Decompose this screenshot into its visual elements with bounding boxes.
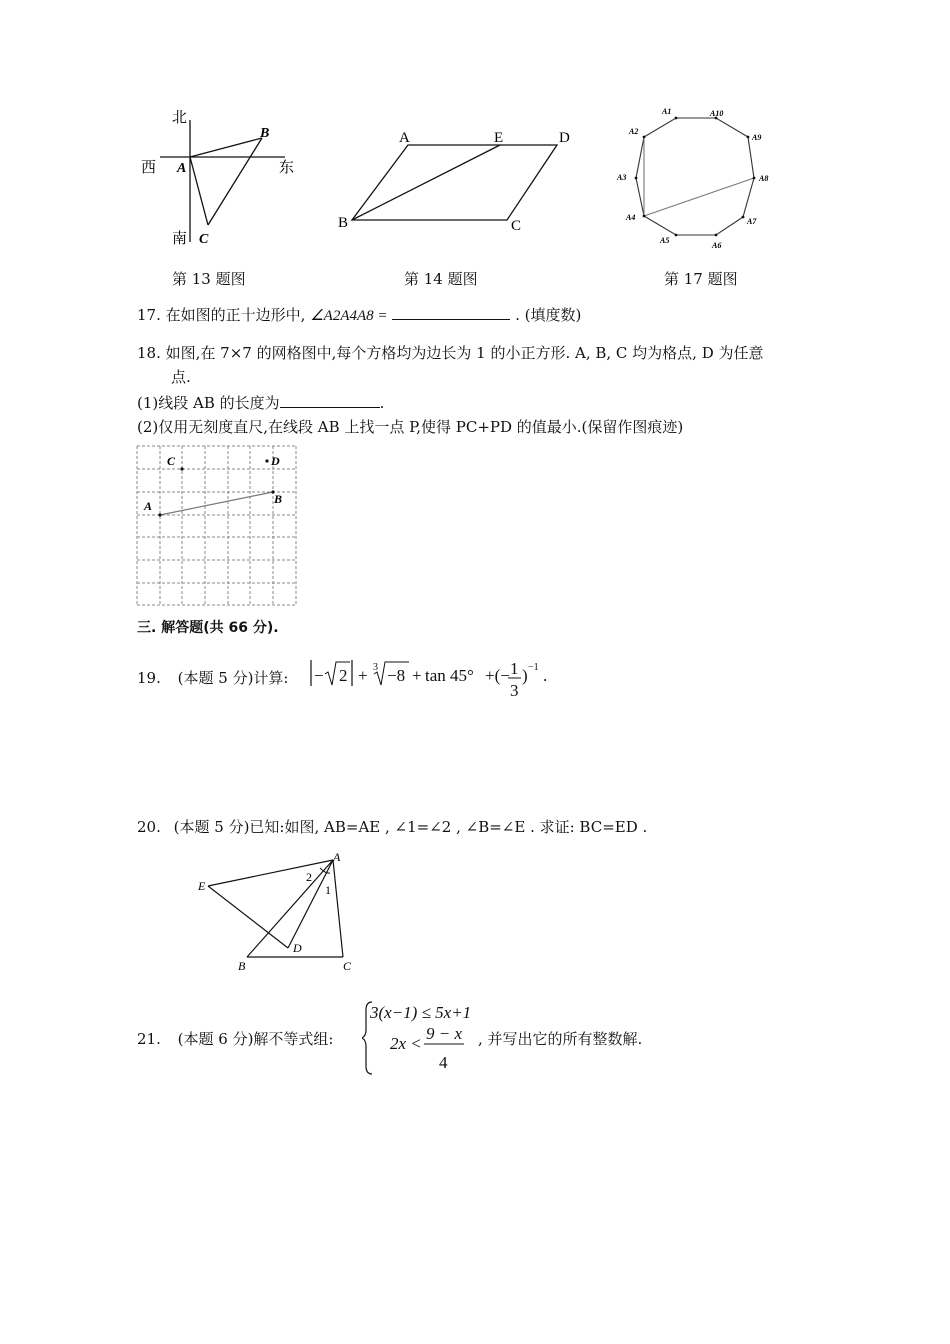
svg-text:−: − (314, 666, 324, 685)
label-d: D (293, 941, 302, 955)
q18-number: 18. (137, 344, 161, 362)
point-c (180, 467, 183, 470)
segment-ed (208, 886, 288, 948)
caption-fig13: 第 13 题图 (172, 270, 246, 288)
label-a9: A9 (752, 133, 762, 142)
label-west: 西 (141, 160, 157, 176)
segment-be (352, 145, 500, 220)
label-north: 北 (172, 110, 188, 126)
q21-ineq2-left: 2x < (390, 1034, 422, 1053)
q20-number: 20. (137, 818, 161, 836)
label-a6: A6 (712, 241, 722, 250)
segment-ab (190, 138, 262, 157)
label-c: C (343, 959, 352, 973)
label-a: A (144, 499, 153, 513)
svg-text:3: 3 (510, 681, 519, 700)
q18-part1-end: . (379, 394, 385, 412)
diagonal-a4-a8 (644, 178, 754, 216)
label-e: E (198, 879, 206, 893)
question-21 (137, 1029, 333, 1049)
figure-13 (135, 100, 315, 255)
question-18-line2: 点. (171, 368, 191, 386)
svg-text:−8: −8 (387, 666, 406, 685)
q17-text-before: 在如图的正十边形中, (165, 306, 306, 324)
q19-tan: tan 45° (425, 666, 474, 685)
q19-end: . (543, 666, 548, 685)
caption-fig17: 第 17 题图 (664, 270, 738, 288)
label-a1: A1 (662, 107, 672, 116)
caption-fig14: 第 14 题图 (404, 270, 478, 288)
label-east: 东 (279, 160, 295, 176)
figure-17 (612, 100, 782, 255)
q19-prefix: (本题 5 分)计算: (177, 669, 289, 687)
segment-bc (208, 138, 262, 225)
label-c: C (167, 454, 176, 468)
label-d: D (559, 130, 570, 146)
label-b: B (338, 215, 349, 231)
label-a8: A8 (759, 174, 769, 183)
label-point-a: A (177, 161, 187, 176)
segment-ea (208, 860, 333, 886)
question-18-part2: (2)仅用无刻度直尺,在线段 AB 上找一点 P,使得 PC+PD 的值最小.(保留作图痕迹) (137, 418, 684, 436)
segment-ab (160, 492, 273, 515)
label-b: B (238, 959, 246, 973)
label-a2: A2 (629, 127, 639, 136)
parallelogram (352, 145, 557, 220)
q18-line1: 如图,在 7×7 的网格图中,每个方格均为边长为 1 的小正方形. A, B, C 均为格点, D 为任意 (165, 344, 764, 362)
q21-system (362, 998, 492, 1078)
label-point-c: C (199, 232, 209, 247)
q19-number: 19. (137, 669, 161, 687)
label-a: A (399, 130, 410, 146)
point-d (265, 459, 268, 462)
svg-text:3: 3 (373, 662, 378, 673)
question-18-part1 (137, 393, 384, 413)
label-a: A (333, 850, 341, 864)
q17-expression: ∠A2A4A8 = (310, 308, 388, 324)
grid-figure (130, 440, 305, 610)
q20-text: (本题 5 分)已知:如图, AB=AE , ∠1=∠2 , ∠B=∠E . 求证: BC=ED . (173, 818, 648, 836)
label-e: E (494, 130, 504, 146)
svg-text:1: 1 (510, 659, 519, 678)
q21-ineq2-den: 4 (439, 1053, 448, 1072)
svg-text:+: + (412, 666, 422, 685)
label-angle-2: 2 (306, 870, 312, 884)
label-b: B (274, 492, 283, 506)
figure-20 (190, 848, 370, 978)
label-a3: A3 (617, 173, 627, 182)
decagon (636, 118, 754, 235)
q18-part1-text: (1)线段 AB 的长度为 (137, 394, 280, 412)
point-a (158, 513, 161, 516)
svg-text:−1: −1 (528, 662, 539, 673)
q21-ineq1: 3(x−1) ≤ 5x+1 (370, 1003, 472, 1022)
svg-text:): ) (522, 666, 528, 685)
svg-text:+: + (358, 666, 368, 685)
segment-ac (190, 157, 208, 225)
q21-prefix: (本题 6 分)解不等式组: (177, 1030, 334, 1048)
section-3-title: 三. 解答题(共 66 分). (137, 620, 279, 636)
svg-text:+(−: +(− (485, 666, 510, 685)
label-d: D (271, 454, 280, 468)
figure-14 (330, 120, 580, 240)
q17-number: 17. (137, 306, 161, 324)
label-south: 南 (172, 231, 188, 247)
q17-text-after: . (填度数) (515, 306, 582, 324)
q18-answer-blank[interactable] (280, 393, 380, 408)
label-c: C (511, 218, 522, 234)
label-angle-1: 1 (325, 883, 331, 897)
label-a4: A4 (626, 213, 636, 222)
q21-ineq2-num: 9 − x (426, 1024, 463, 1043)
svg-text:2: 2 (339, 666, 348, 685)
q17-answer-blank[interactable] (392, 305, 510, 320)
q19-expression (305, 652, 555, 702)
question-20 (137, 817, 647, 837)
label-a7: A7 (747, 217, 757, 226)
segment-ac (333, 860, 343, 957)
question-18-line1 (137, 343, 764, 363)
q21-suffix: , 并写出它的所有整数解. (478, 1030, 643, 1048)
label-point-b: B (260, 126, 270, 141)
segment-ab (247, 860, 333, 957)
question-19 (137, 668, 288, 688)
q21-number: 21. (137, 1030, 161, 1048)
question-17 (137, 305, 581, 326)
label-a5: A5 (660, 236, 670, 245)
label-a10: A10 (710, 109, 724, 118)
